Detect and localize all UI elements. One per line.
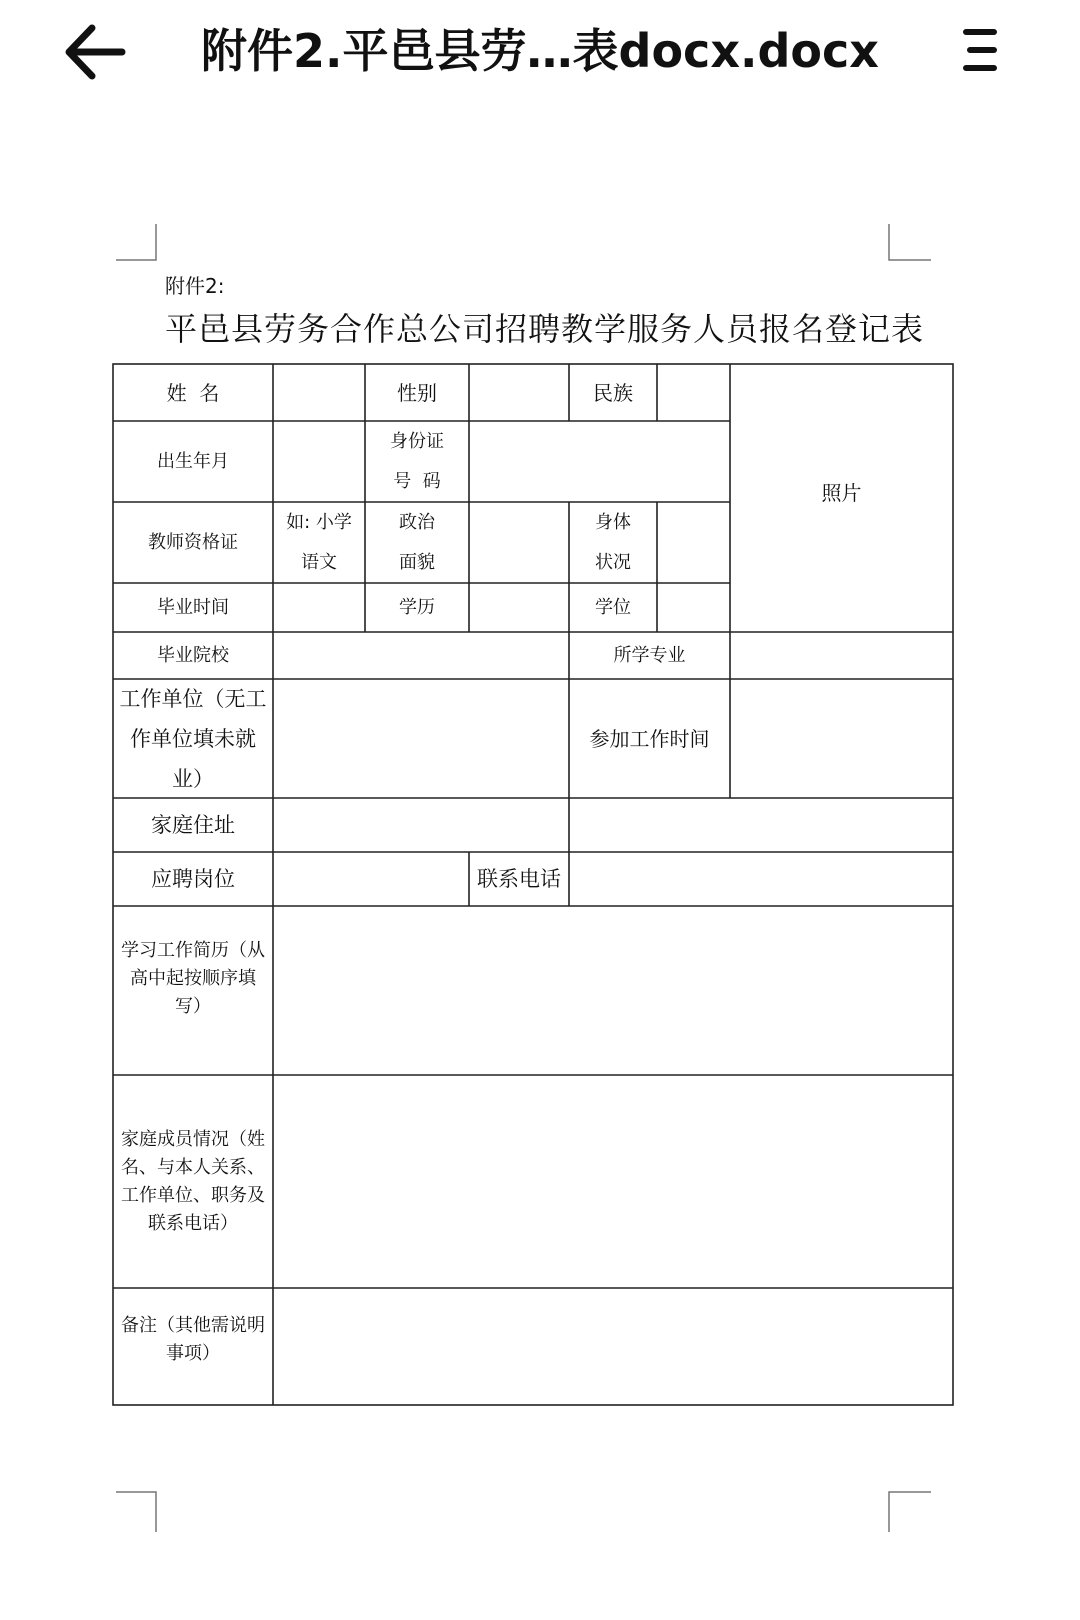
label-family: 家庭成员情况（姓 名、与本人关系、 工作单位、职务及 联系电话） bbox=[121, 1128, 265, 1234]
teacher-cert-example: 如: 小学 语文 bbox=[286, 511, 352, 573]
field-id-number[interactable] bbox=[469, 421, 730, 502]
field-work-start[interactable] bbox=[730, 679, 953, 798]
label-ethnicity: 民族 bbox=[593, 380, 633, 405]
field-gender[interactable] bbox=[469, 364, 569, 421]
field-phone[interactable] bbox=[569, 852, 953, 906]
label-birth: 出生年月 bbox=[157, 450, 229, 472]
label-gender: 性别 bbox=[397, 380, 437, 405]
field-position[interactable] bbox=[273, 852, 469, 906]
field-name[interactable] bbox=[273, 364, 365, 421]
label-resume: 学习工作简历（从 高中起按顺序填 写） bbox=[121, 939, 265, 1017]
label-name: 姓 名 bbox=[166, 380, 220, 405]
label-work-start: 参加工作时间 bbox=[589, 726, 710, 751]
field-resume[interactable] bbox=[273, 906, 953, 1075]
label-political-status: 政治 面貌 bbox=[399, 511, 435, 573]
label-address: 家庭住址 bbox=[151, 813, 235, 837]
label-grad-time: 毕业时间 bbox=[157, 596, 229, 618]
document-title: 附件2.平邑县劳…表docx.docx bbox=[201, 24, 879, 78]
field-grad-time[interactable] bbox=[273, 583, 365, 632]
field-birth[interactable] bbox=[273, 421, 365, 502]
field-workplace[interactable] bbox=[273, 679, 569, 798]
photo-cell[interactable]: 照片 bbox=[821, 481, 862, 505]
label-degree: 学位 bbox=[595, 596, 631, 618]
field-health[interactable] bbox=[657, 502, 730, 583]
label-teacher-cert: 教师资格证 bbox=[148, 531, 238, 553]
field-remarks[interactable] bbox=[273, 1288, 953, 1405]
field-education[interactable] bbox=[469, 583, 569, 632]
field-address[interactable] bbox=[273, 798, 953, 852]
field-degree[interactable] bbox=[657, 583, 730, 632]
field-political-status[interactable] bbox=[469, 502, 569, 583]
label-id-number: 身份证 号 码 bbox=[390, 430, 444, 492]
label-major: 所学专业 bbox=[613, 644, 686, 666]
label-position: 应聘岗位 bbox=[151, 867, 235, 891]
label-education: 学历 bbox=[399, 596, 435, 618]
field-major[interactable] bbox=[730, 632, 953, 679]
field-family[interactable] bbox=[273, 1075, 953, 1288]
label-school: 毕业院校 bbox=[157, 644, 229, 666]
field-ethnicity[interactable] bbox=[657, 364, 730, 421]
label-phone: 联系电话 bbox=[477, 867, 561, 891]
label-workplace: 工作单位（无工 作单位填未就 业） bbox=[119, 686, 267, 791]
field-school[interactable] bbox=[273, 632, 569, 679]
label-remarks: 备注（其他需说明 事项） bbox=[121, 1314, 265, 1364]
label-health: 身体 状况 bbox=[595, 511, 631, 573]
attachment-label: 附件2: bbox=[165, 274, 225, 298]
form-title: 平邑县劳务合作总公司招聘教学服务人员报名登记表 bbox=[165, 310, 925, 348]
